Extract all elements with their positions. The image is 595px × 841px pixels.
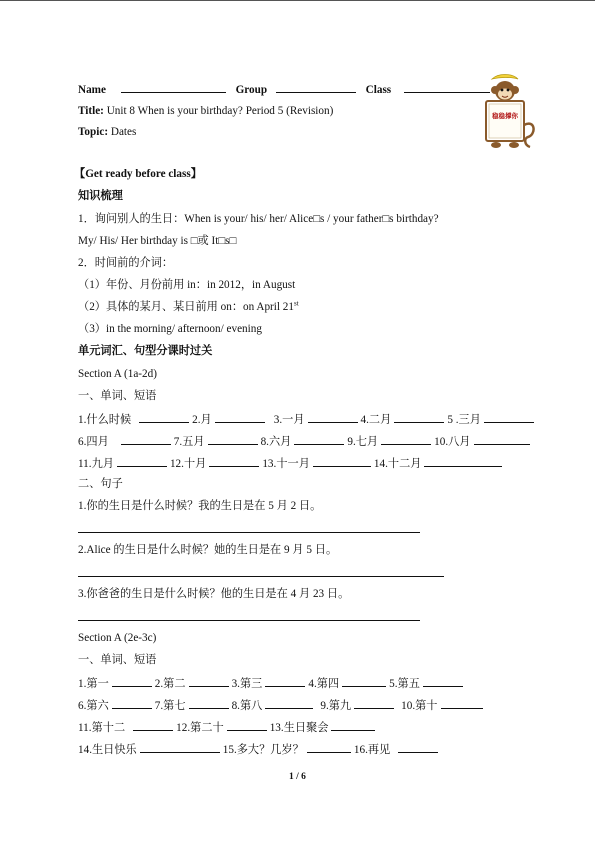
vocab-blank[interactable] <box>331 719 375 731</box>
vocab-item: 10.第十 <box>401 700 438 712</box>
vocab-blank[interactable] <box>139 411 189 423</box>
knowledge-heading: 知识梳理 <box>78 190 123 202</box>
vocab-blank[interactable] <box>265 697 313 709</box>
sentence-prompt: 2.Alice 的生日是什么时候？她的生日是在 9 月 5 日。 <box>78 544 338 556</box>
vocab-item: 6.第六 <box>78 700 109 712</box>
vocab-blank[interactable] <box>294 433 344 445</box>
vocab-item: 13.十一月 <box>262 458 310 470</box>
vocab-item: 12.十月 <box>169 458 207 470</box>
knowledge-item-2-2 <box>78 300 299 314</box>
knowledge-item-1-answer: My/ His/ Her birthday is □或 It□s□ <box>78 235 237 247</box>
vocab-blank[interactable] <box>342 675 386 687</box>
vocab-row <box>78 433 533 449</box>
knowledge-item-2-3: （3）in the morning/ afternoon/ evening <box>78 323 262 335</box>
vocab-row <box>78 675 466 691</box>
vocab-item: 3.第三 <box>231 678 263 690</box>
answer-line[interactable] <box>78 532 420 533</box>
vocab-blank[interactable] <box>484 411 534 423</box>
vocab-blank[interactable] <box>140 741 220 753</box>
vocab-blank[interactable] <box>398 741 438 753</box>
vocab-item: 12.第二十 <box>176 722 224 734</box>
vocab-item: 4.第四 <box>308 678 340 690</box>
vocab-row <box>78 719 378 735</box>
knowledge-item-2: 2．时间前的介词： <box>78 257 174 269</box>
vocab-blank[interactable] <box>265 675 305 687</box>
vocab-blank[interactable] <box>133 719 173 731</box>
section-a1-title: Section A (1a-2d) <box>78 368 157 380</box>
vocab-blank[interactable] <box>308 411 358 423</box>
vocab-item: 3.一月 <box>273 414 305 426</box>
vocab-blank[interactable] <box>441 697 483 709</box>
title-row <box>78 104 333 118</box>
topic-label: Topic: <box>78 126 109 138</box>
vocab-row <box>78 697 486 713</box>
vocab-item: 2.第二 <box>154 678 186 690</box>
vocab-row <box>78 411 537 427</box>
vocab-item: 13.生日聚会 <box>269 722 329 734</box>
vocab-item: 14.生日快乐 <box>78 744 137 756</box>
section-a1-sentences-heading: 二、句子 <box>78 478 123 490</box>
vocab-blank[interactable] <box>121 433 171 445</box>
answer-line[interactable] <box>78 576 444 577</box>
vocab-item: 16.再见 <box>353 744 391 756</box>
vocab-item: 10.八月 <box>434 436 471 448</box>
vocab-blank[interactable] <box>189 697 229 709</box>
vocab-item: 1.第一 <box>78 678 109 690</box>
vocab-item: 4.二月 <box>360 414 392 426</box>
vocab-item: 9.第九 <box>320 700 352 712</box>
topic-value: Dates <box>110 126 137 138</box>
vocab-item: 6.四月 <box>78 436 109 448</box>
vocab-blank[interactable] <box>313 455 371 467</box>
vocab-item: 15.多大？几岁？ <box>222 744 304 756</box>
vocab-blank[interactable] <box>474 433 530 445</box>
vocab-blank[interactable] <box>394 411 444 423</box>
vocab-blank[interactable] <box>354 697 394 709</box>
vocab-item: 1.什么时候 <box>78 414 132 426</box>
monkey-mascot-icon <box>478 73 538 153</box>
mascot-sign-text: 稳稳撑你 <box>492 112 518 120</box>
vocab-blank[interactable] <box>215 411 265 423</box>
vocab-item: 11.第十二 <box>78 722 126 734</box>
ordinal-suffix: st <box>293 299 299 308</box>
vocab-item: 2.月 <box>192 414 212 426</box>
vocab-blank[interactable] <box>381 433 431 445</box>
section-a2-words-heading: 一、单词、短语 <box>78 654 157 666</box>
group-blank[interactable] <box>276 81 356 93</box>
vocab-row <box>78 741 441 757</box>
vocab-item: 7.五月 <box>173 436 205 448</box>
vocab-item: 5.第五 <box>389 678 420 690</box>
vocab-blank[interactable] <box>112 697 152 709</box>
class-label: Class <box>365 84 392 96</box>
knowledge-item-2-2-text: （2）具体的某月、某日前用 on：on April 21 <box>78 301 294 313</box>
section-a1-words-heading: 一、单词、短语 <box>78 390 157 402</box>
sentence-prompt: 1.你的生日是什么时候？我的生日是在 5 月 2 日。 <box>78 500 322 512</box>
vocab-blank[interactable] <box>189 675 229 687</box>
vocab-blank[interactable] <box>112 675 152 687</box>
get-ready-heading: 【Get ready before class】 <box>74 168 202 180</box>
knowledge-item-1: 1．询问别人的生日：When is your/ his/ her/ Alice□s / your father□s birthday? <box>78 213 439 225</box>
vocab-item: 5 .三月 <box>447 414 481 426</box>
answer-line[interactable] <box>78 620 420 621</box>
unit-heading: 单元词汇、句型分课时过关 <box>78 345 213 357</box>
vocab-blank[interactable] <box>424 455 502 467</box>
topic-row <box>78 125 136 139</box>
vocab-item: 8.六月 <box>260 436 292 448</box>
vocab-item: 11.九月 <box>78 458 114 470</box>
vocab-blank[interactable] <box>227 719 267 731</box>
sentence-prompt: 3.你爸爸的生日是什么时候？他的生日是在 4 月 23 日。 <box>78 588 350 600</box>
name-row <box>78 81 493 97</box>
vocab-item: 9.七月 <box>347 436 379 448</box>
vocab-blank[interactable] <box>117 455 167 467</box>
group-label: Group <box>235 84 268 96</box>
vocab-item: 14.十二月 <box>373 458 422 470</box>
title-label: Title: <box>78 105 104 117</box>
section-a2-title: Section A (2e-3c) <box>78 632 157 644</box>
vocab-row <box>78 455 505 471</box>
name-label: Name <box>78 84 106 96</box>
title-value: Unit 8 When is your birthday? Period 5 (Revision) <box>106 105 334 117</box>
name-blank[interactable] <box>121 81 226 93</box>
vocab-blank[interactable] <box>209 455 259 467</box>
top-border <box>0 0 595 1</box>
knowledge-item-2-1: （1）年份、月份前用 in：in 2012，in August <box>78 279 296 291</box>
vocab-blank[interactable] <box>307 741 351 753</box>
vocab-item: 8.第八 <box>231 700 263 712</box>
vocab-blank[interactable] <box>423 675 463 687</box>
vocab-blank[interactable] <box>208 433 258 445</box>
page-number: 1 / 6 <box>289 772 306 782</box>
vocab-item: 7.第七 <box>154 700 186 712</box>
